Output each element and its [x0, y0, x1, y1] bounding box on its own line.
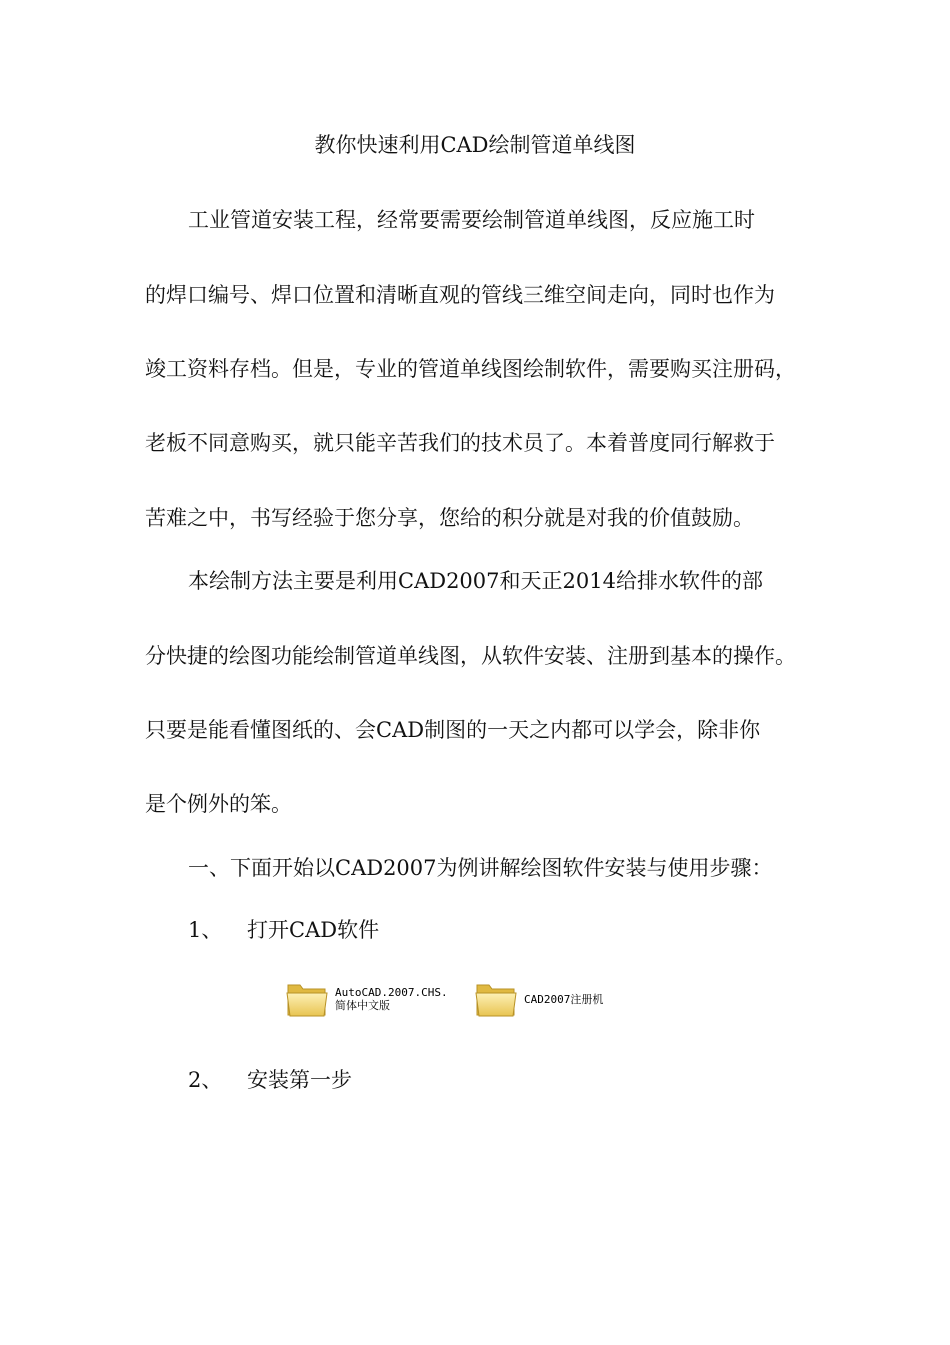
document-title: 教你快速利用CAD绘制管道单线图: [314, 133, 636, 157]
step-1-text: 打开CAD软件: [247, 918, 380, 942]
step-2-text: 安装第一步: [247, 1068, 352, 1092]
paragraph-1-line-3: 竣工资料存档。但是，专业的管道单线图绘制软件，需要购买注册码，: [145, 357, 796, 381]
paragraph-2-line-3: 只要是能看懂图纸的、会CAD制图的一天之内都可以学会，除非你: [145, 718, 761, 742]
paragraph-2-line-4: 是个例外的笨。: [145, 792, 292, 816]
folder-label: AutoCAD.2007.CHS.简体中文版: [335, 986, 448, 1012]
paragraph-1-line-5: 苦难之中，书写经验于您分享，您给的积分就是对我的价值鼓励。: [145, 506, 754, 530]
paragraph-2-line-1: 本绘制方法主要是利用CAD2007和天正2014给排水软件的部: [188, 569, 763, 593]
step-2-number: 2、: [188, 1068, 223, 1092]
paragraph-2-line-2: 分快捷的绘图功能绘制管道单线图，从软件安装、注册到基本的操作。: [145, 644, 796, 668]
folder-autocad[interactable]: [285, 979, 448, 1019]
folder-cad-keygen[interactable]: [474, 979, 634, 1019]
folder-icon: [285, 979, 329, 1019]
paragraph-1-line-2: 的焊口编号、焊口位置和清晰直观的管线三维空间走向，同时也作为: [145, 283, 775, 307]
paragraph-1-line-4: 老板不同意购买，就只能辛苦我们的技术员了。本着普度同行解救于: [145, 431, 775, 455]
folder-label: CAD2007注册机: [524, 992, 604, 1006]
step-1-number: 1、: [188, 918, 223, 942]
section-heading: 一、下面开始以CAD2007为例讲解绘图软件安装与使用步骤：: [188, 856, 773, 880]
folder-icon: [474, 979, 518, 1019]
paragraph-1-line-1: 工业管道安装工程，经常要需要绘制管道单线图，反应施工时: [188, 208, 755, 232]
